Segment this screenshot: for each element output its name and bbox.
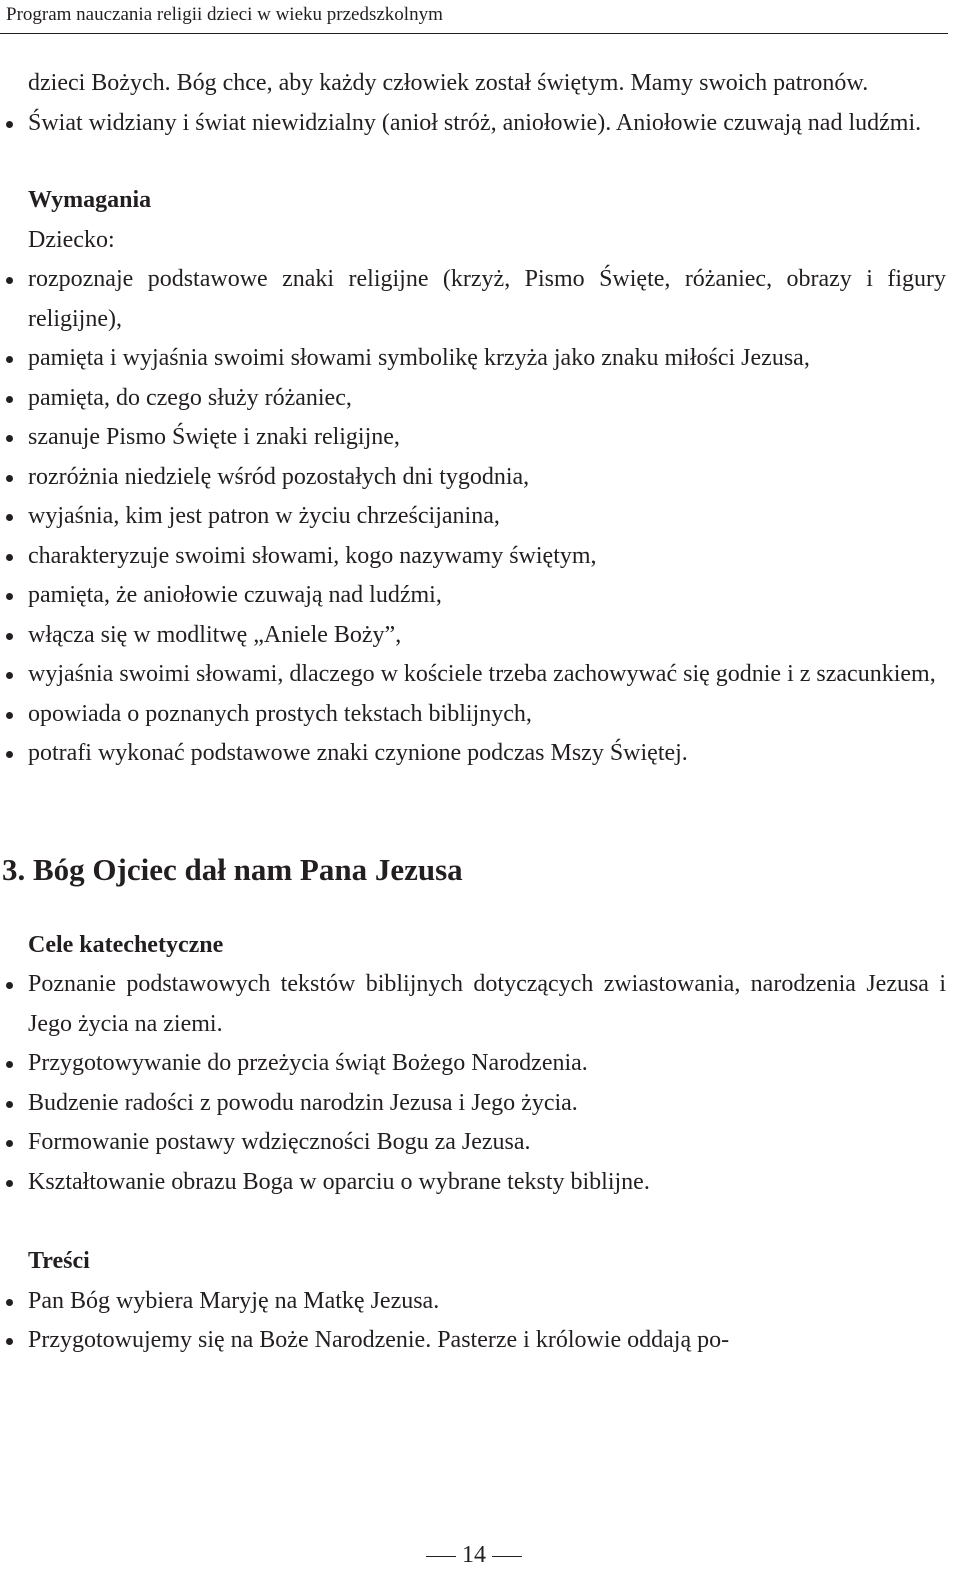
section-heading: 3. Bóg Ojciec dał nam Pana Jezusa xyxy=(2,851,463,887)
list-item: rozróżnia niedzielę wśród pozostałych dni tygodnia, xyxy=(28,458,946,498)
bullet-icon xyxy=(6,1180,13,1187)
bullet-icon xyxy=(6,982,13,989)
content-list xyxy=(28,1282,946,1361)
content-heading: Treści xyxy=(28,1248,90,1274)
list-item: wyjaśnia swoimi słowami, dlaczego w kościele trzeba zachowywać się godnie i z szacunkiem, xyxy=(28,655,946,695)
list-item: włącza się w modlitwę „Aniele Boży”, xyxy=(28,616,946,656)
list-item: pamięta, że aniołowie czuwają nad ludźmi, xyxy=(28,576,946,616)
list-item: pamięta i wyjaśnia swoimi słowami symbolikę krzyża jako znaku miłości Jezusa, xyxy=(28,339,946,379)
goals-list xyxy=(28,965,946,1202)
bullet-icon xyxy=(6,514,13,521)
bullet-icon xyxy=(6,435,13,442)
requirements-lead: Dziecko: xyxy=(28,226,115,253)
list-item: charakteryzuje swoimi słowami, kogo nazywamy świętym, xyxy=(28,537,946,577)
bullet-icon xyxy=(6,593,13,600)
bullet-icon xyxy=(6,1061,13,1068)
list-item: wyjaśnia, kim jest patron w życiu chrześcijanina, xyxy=(28,497,946,537)
list-item: pamięta, do czego służy różaniec, xyxy=(28,379,946,419)
bullet-icon xyxy=(6,475,13,482)
goals-heading: Cele katechetyczne xyxy=(28,931,224,958)
bullet-icon xyxy=(6,751,13,758)
list-item: Świat widziany i świat niewidzialny (anioł stróż, aniołowie). Aniołowie czuwają nad ludźmi. xyxy=(28,104,946,144)
list-item: potrafi wykonać podstawowe znaki czynione podczas Mszy Świętej. xyxy=(28,734,946,774)
page-number: 14 xyxy=(0,1540,948,1570)
bullet-icon xyxy=(6,1299,13,1306)
page-body xyxy=(2,64,946,1361)
bullet-icon xyxy=(6,672,13,679)
list-item: Kształtowanie obrazu Boga w oparciu o wybrane teksty biblijne. xyxy=(28,1163,946,1203)
bullet-icon xyxy=(6,1101,13,1108)
requirements-list xyxy=(28,260,946,774)
header-rule xyxy=(0,33,948,34)
bullet-icon xyxy=(6,554,13,561)
bullet-icon xyxy=(6,633,13,640)
bullet-icon xyxy=(6,356,13,363)
list-item: Budzenie radości z powodu narodzin Jezusa i Jego życia. xyxy=(28,1084,946,1124)
bullet-icon xyxy=(6,1140,13,1147)
page-number-dash-right xyxy=(492,1556,522,1557)
list-item: szanuje Pismo Święte i znaki religijne, xyxy=(28,418,946,458)
continued-paragraph: dzieci Bożych. Bóg chce, aby każdy człowiek został świętym. Mamy swoich patronów. xyxy=(28,70,869,96)
list-item: Pan Bóg wybiera Maryję na Matkę Jezusa. xyxy=(28,1282,946,1322)
list-item: Przygotowywanie do przeżycia świąt Bożego Narodzenia. xyxy=(28,1044,946,1084)
list-item: Przygotowujemy się na Boże Narodzenie. Pasterze i królowie oddają po- xyxy=(28,1321,946,1361)
list-item: Poznanie podstawowych tekstów biblijnych dotyczących zwiastowania, narodzenia Jezusa i Jego życia na ziemi. xyxy=(28,965,946,1044)
requirements-heading: Wymagania xyxy=(28,187,152,213)
bullet-icon xyxy=(6,121,13,128)
list-item: rozpoznaje podstawowe znaki religijne (krzyż, Pismo Święte, różaniec, obrazy i figury religijne), xyxy=(28,260,946,339)
bullet-icon xyxy=(6,277,13,284)
page-number-dash-left xyxy=(426,1556,456,1557)
bullet-icon xyxy=(6,1338,13,1345)
running-header: Program nauczania religii dzieci w wieku przedszkolnym xyxy=(6,4,443,25)
intro-list xyxy=(28,104,946,144)
list-item: Formowanie postawy wdzięczności Bogu za Jezusa. xyxy=(28,1123,946,1163)
bullet-icon xyxy=(6,712,13,719)
list-item: opowiada o poznanych prostych tekstach biblijnych, xyxy=(28,695,946,735)
bullet-icon xyxy=(6,396,13,403)
